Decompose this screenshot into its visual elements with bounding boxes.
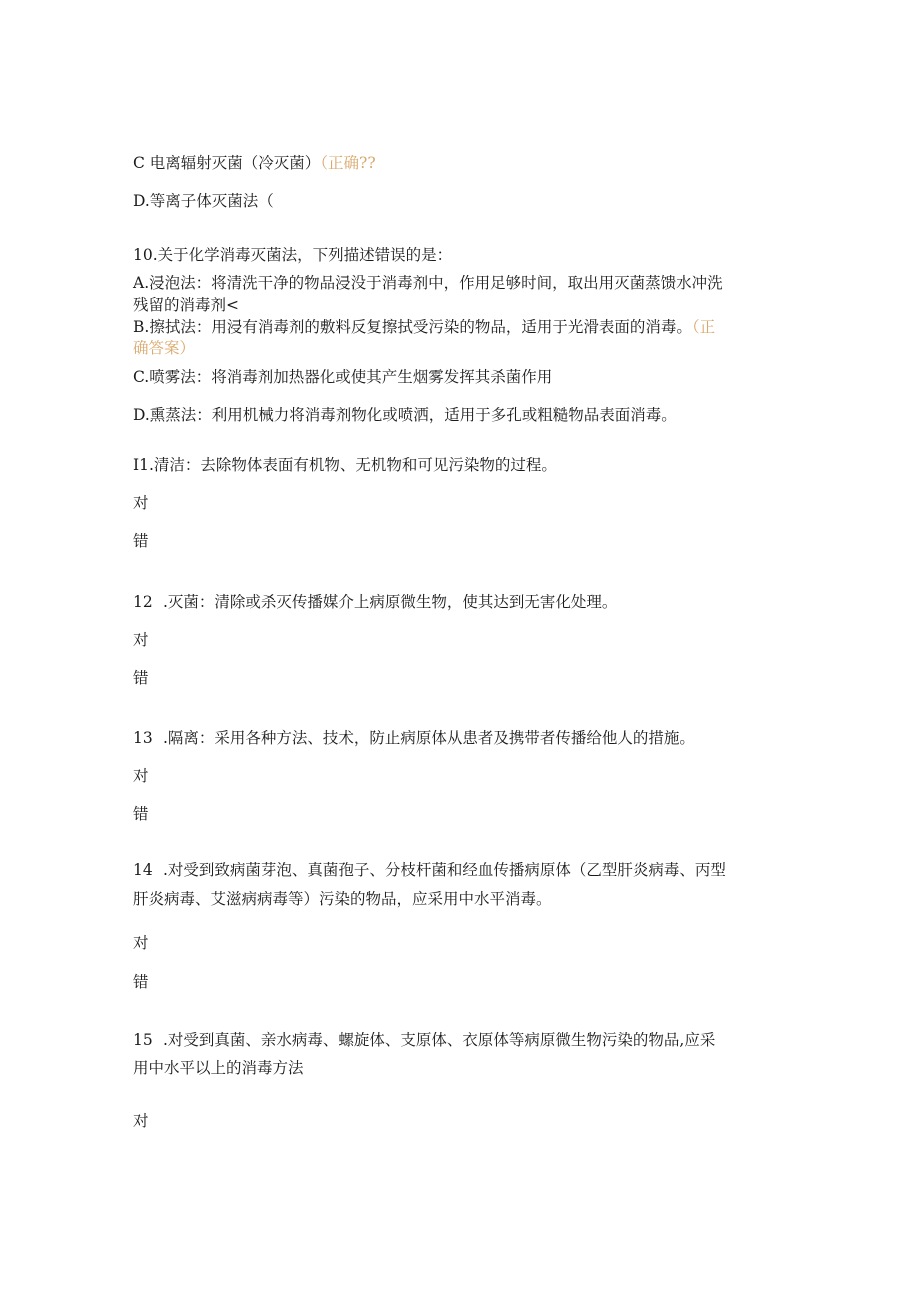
q12-number: 12 [133, 593, 153, 611]
q13-text: .隔离：采用各种方法、技术，防止病原体从患者及携带者传播给他人的措施。 [163, 729, 695, 747]
q10-option-a-line2: 残留的消毒剂< [133, 296, 239, 314]
q10-option-a-line1: A.浸泡法：将清洗干净的物品浸没于消毒剂中，作用足够时间，取出用灭菌蒸馈水冲洗 [133, 274, 723, 292]
q14-option-true[interactable]: 对 [133, 934, 149, 952]
q15-stem-line2: 用中水平以上的消毒方法 [133, 1059, 304, 1077]
q11-option-false[interactable]: 错 [133, 532, 149, 550]
q10-correct-mark-part1: （正 [691, 318, 716, 336]
q12-stem [133, 591, 783, 613]
q15-stem-line1 [133, 1029, 783, 1051]
q14-stem-line1 [133, 859, 783, 881]
q12-text: .灭菌：清除或杀灭传播媒介上病原微生物，使其达到无害化处理。 [163, 593, 618, 611]
q14-stem-line2: 肝炎病毒、艾滋病病毒等）污染的物品，应采用中水平消毒。 [133, 890, 552, 908]
q10-option-c: C.喷雾法：将消毒剂加热器化或使其产生烟雾发挥其杀菌作用 [133, 368, 553, 386]
q15-text-line1: .对受到真菌、亲水病毒、螺旋体、支原体、衣原体等病原微生物污染的物品,应采 [163, 1031, 716, 1049]
q12-option-true[interactable]: 对 [133, 631, 149, 649]
q14-option-false[interactable]: 错 [133, 973, 149, 991]
q13-option-true[interactable]: 对 [133, 767, 149, 785]
q15-option-true[interactable]: 对 [133, 1112, 149, 1130]
q13-stem [133, 727, 783, 749]
q13-number: 13 [133, 729, 153, 747]
q10-option-d: D.熏蒸法：利用机械力将消毒剂物化或喷洒，适用于多孔或粗糙物品表面消毒。 [133, 406, 677, 424]
q10-option-b-text: B.擦拭法：用浸有消毒剂的敷料反复擦拭受污染的物品，适用于光滑表面的消毒。 [133, 318, 692, 336]
q9-option-d: D.等离子体灭菌法（ [133, 192, 274, 210]
q14-text-line1: .对受到致病菌芽泡、真菌孢子、分枝杆菌和经血传播病原体（乙型肝炎病毒、丙型 [163, 861, 726, 879]
q13-option-false[interactable]: 错 [133, 805, 149, 823]
q10-option-b-line1 [133, 316, 783, 338]
q9-option-c-text: C 电离辐射灭菌（冷灭菌） [133, 154, 321, 172]
q11-option-true[interactable]: 对 [133, 494, 149, 512]
q10-stem: 10.关于化学消毒灭菌法，下列描述错误的是： [133, 246, 453, 264]
q9-option-c [133, 152, 783, 174]
q14-number: 14 [133, 861, 153, 879]
q12-option-false[interactable]: 错 [133, 669, 149, 687]
q9-correct-mark: （正确?? [320, 154, 376, 172]
q11-stem: I1.清洁：去除物体表面有机物、无机物和可见污染物的过程。 [133, 456, 557, 474]
q15-number: 15 [133, 1031, 153, 1049]
q10-correct-mark-part2: 确答案） [133, 339, 196, 357]
